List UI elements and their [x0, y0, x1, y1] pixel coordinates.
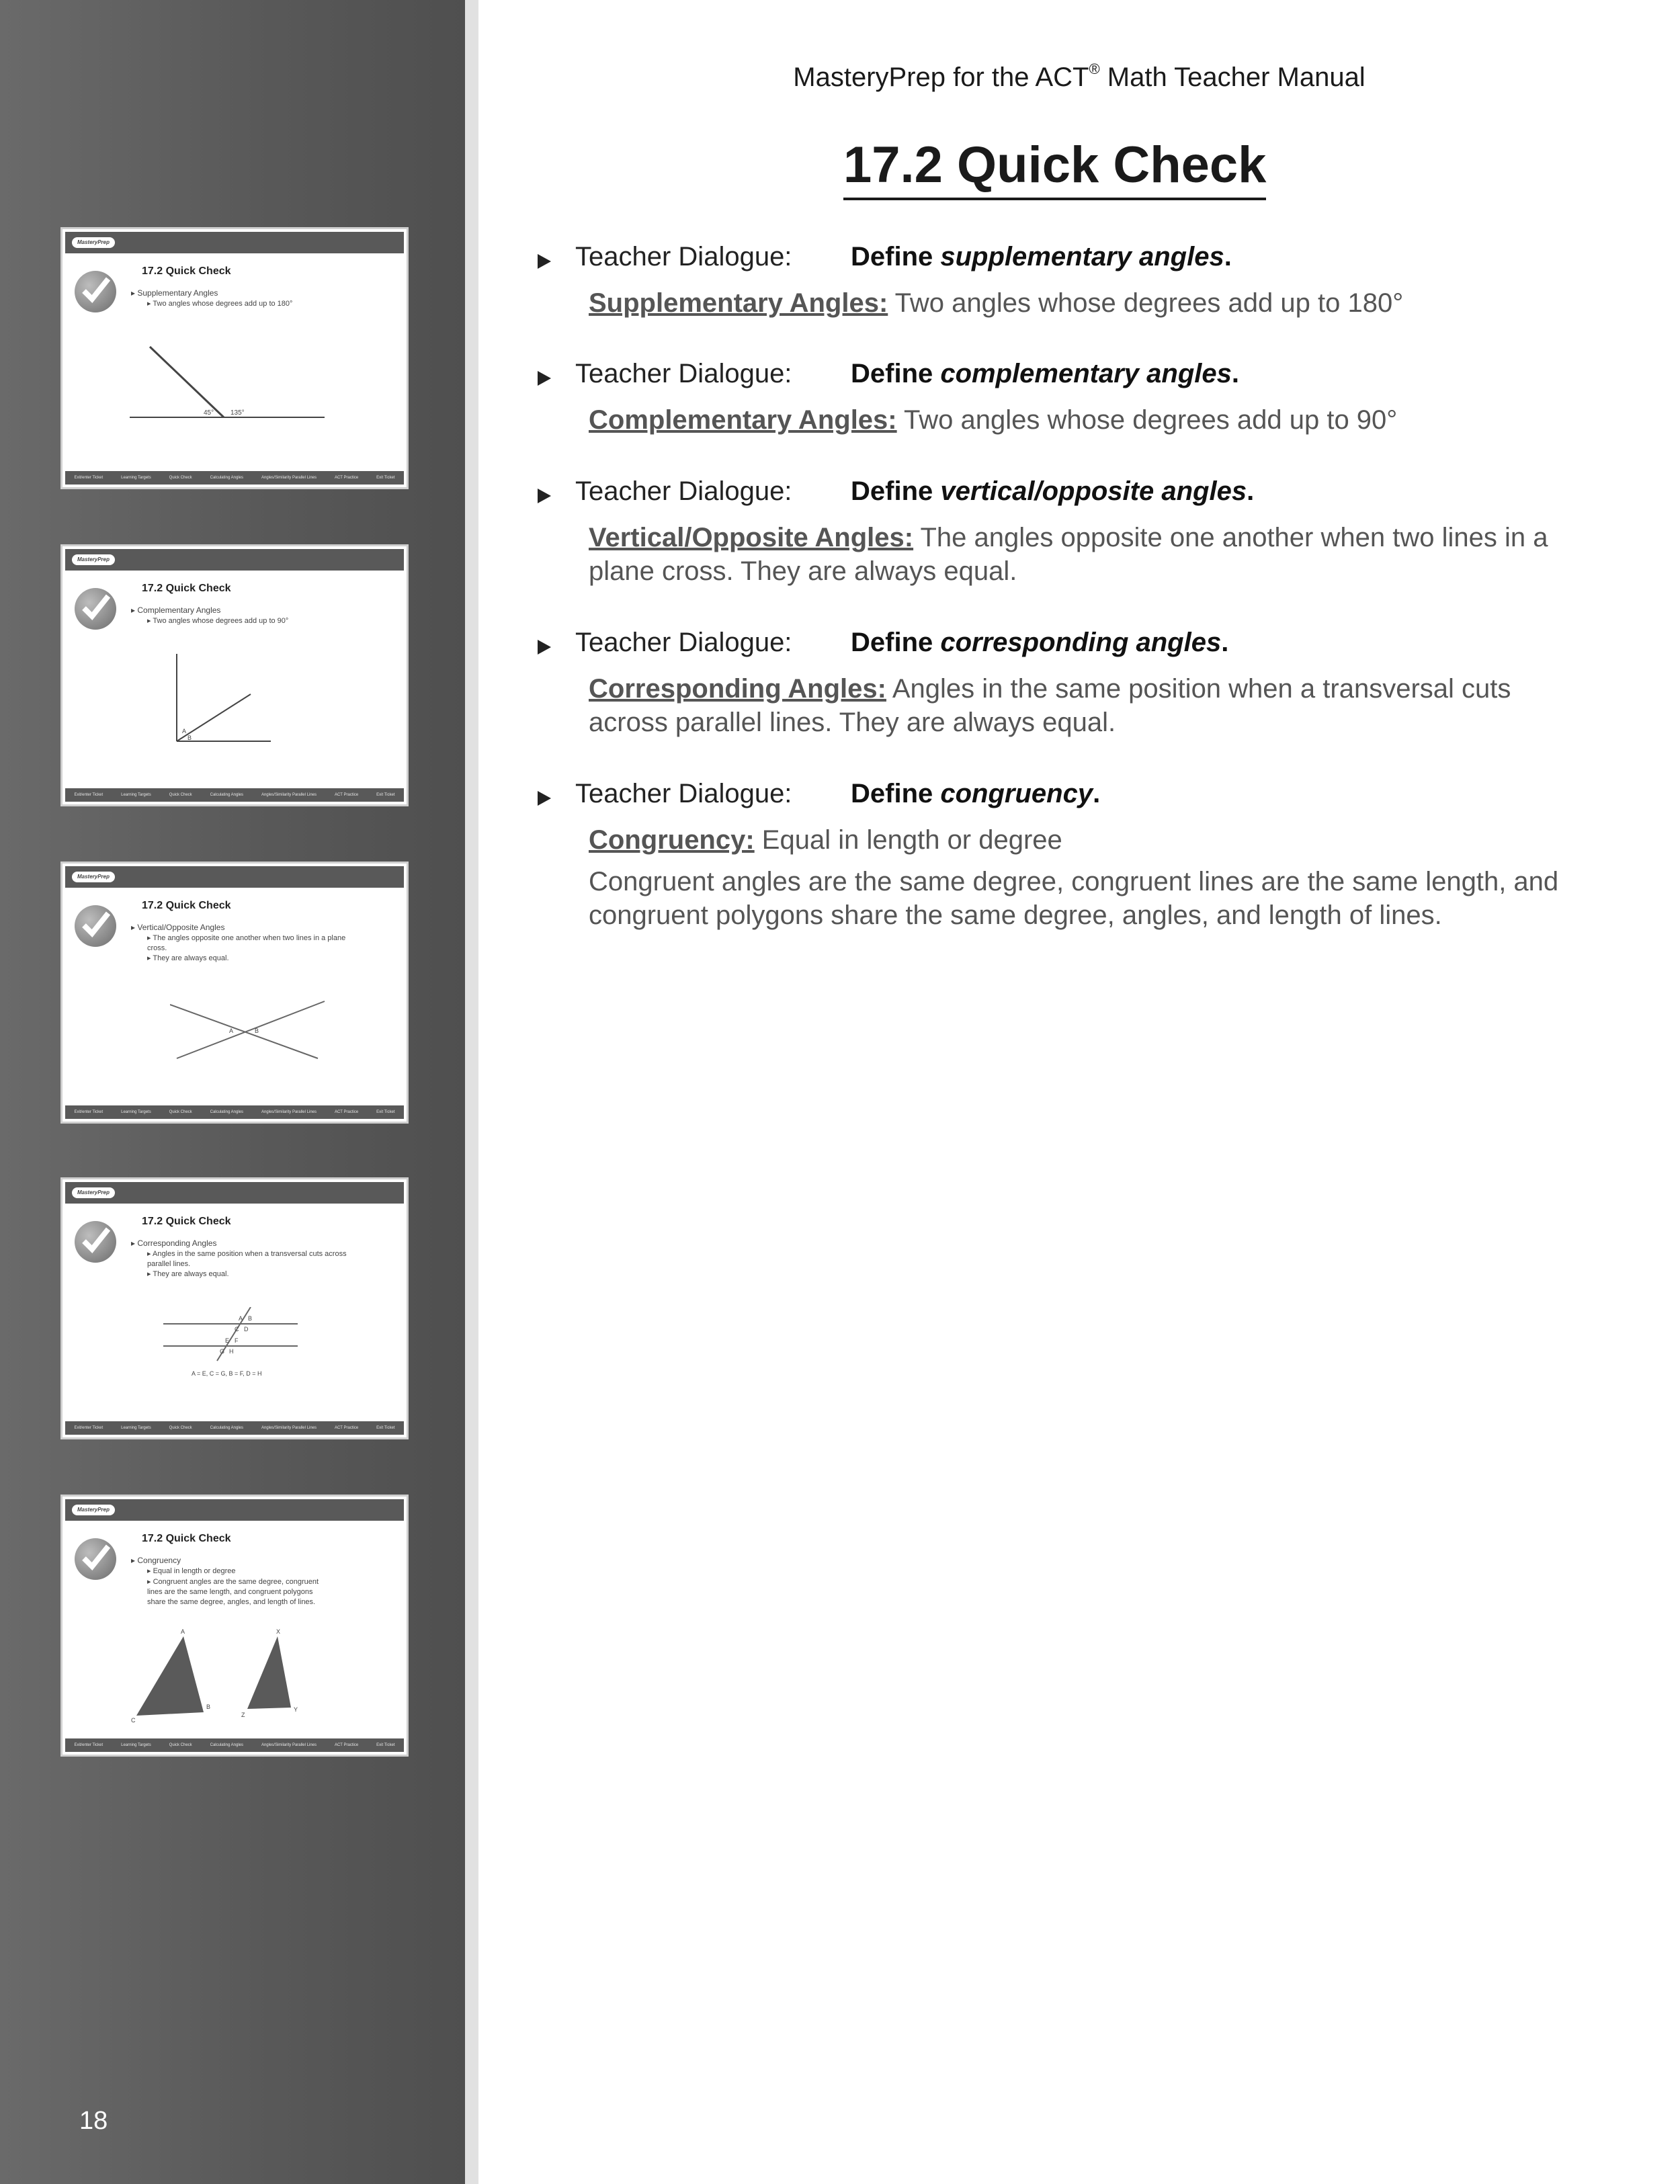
slide-bullet: ▸ Supplementary Angles [131, 288, 218, 298]
slide-title: 17.2 Quick Check [142, 1533, 231, 1544]
slide-topbar [65, 232, 404, 253]
slide-bullet: ▸ Corresponding Angles [131, 1238, 217, 1248]
dialogue-item-supplementary [538, 242, 1586, 320]
page-number: 18 [79, 2107, 108, 2135]
svg-text:G: G [220, 1348, 225, 1355]
slide-subbullet: ▸ The angles opposite one another when two lines in a plane cross. [147, 934, 346, 952]
slide-bullet: ▸ Vertical/Opposite Angles [131, 923, 225, 932]
dialogue-command: Define supplementary angles. [851, 242, 1232, 271]
logo: MasteryPrep [72, 1505, 115, 1515]
svg-text:H: H [229, 1348, 234, 1355]
svg-text:C: C [131, 1717, 136, 1722]
dialogue-command: Define corresponding angles. [851, 628, 1229, 657]
angle-label: B [187, 734, 192, 741]
definition-term: Vertical/Opposite Angles: [589, 523, 914, 552]
svg-text:Z: Z [241, 1712, 245, 1718]
slide-subbullet: ▸ Two angles whose degrees add up to 180° [147, 300, 293, 308]
slide-footer: Exit/enter Ticket Learning Targets Quick Check Calculating Angles Angles/Similarity Parallel Lines ACT Practice Exit Ticket [65, 471, 404, 485]
checkmark-icon [75, 271, 116, 312]
dialogue-label: Teacher Dialogue: [575, 242, 792, 271]
bullet-triangle-icon [538, 640, 551, 655]
dialogue-item-congruency [538, 779, 1586, 932]
svg-text:D: D [244, 1326, 249, 1333]
definition: Congruency: Equal in length or degree [589, 825, 1062, 855]
slide-thumbnail-supplementary [60, 227, 409, 489]
svg-text:B: B [206, 1704, 211, 1710]
dialogue-item-complementary [538, 359, 1586, 437]
manual-header: MasteryPrep for the ACT® Math Teacher Manual [793, 60, 1366, 92]
svg-text:A: A [181, 1628, 185, 1635]
dialogue-command: Define vertical/opposite angles. [851, 476, 1255, 506]
definition: Complementary Angles: Two angles whose degrees add up to 90° [589, 405, 1398, 435]
definition-term: Congruency: [589, 825, 755, 855]
corresponding-angle-figure [163, 1307, 311, 1381]
dialogue-item-corresponding [538, 628, 1586, 739]
dialogue-label: Teacher Dialogue: [575, 779, 792, 808]
slide-topbar [65, 1499, 404, 1521]
bullet-triangle-icon [538, 791, 551, 806]
svg-text:B: B [248, 1315, 253, 1322]
dialogue-item-vertical [538, 476, 1586, 588]
dialogue-label: Teacher Dialogue: [575, 628, 792, 657]
logo: MasteryPrep [72, 237, 115, 248]
slide-subbullet: ▸ Angles in the same position when a transversal cuts across parallel lines. [147, 1250, 347, 1268]
slide-footer: Exit/enter Ticket Learning Targets Quick Check Calculating Angles Angles/Similarity Parallel Lines ACT Practice Exit Ticket [65, 788, 404, 802]
definition: Supplementary Angles: Two angles whose degrees add up to 180° [589, 288, 1404, 318]
slide-title: 17.2 Quick Check [142, 265, 231, 277]
slide-thumbnail-vertical [60, 862, 409, 1124]
slide-subbullet: ▸ Congruent angles are the same degree, congruent lines are the same length, and congruent polygons share the same degree, angles, and length of lines. [147, 1578, 319, 1606]
svg-text:X: X [276, 1628, 281, 1635]
angle-label: A [229, 1027, 234, 1034]
divider-strip [465, 0, 478, 2184]
slide-title: 17.2 Quick Check [142, 583, 231, 594]
slide-topbar [65, 549, 404, 571]
slide-subbullet: ▸ Equal in length or degree [147, 1567, 236, 1575]
dialogue-command: Define congruency. [851, 779, 1101, 808]
svg-text:C: C [235, 1326, 239, 1333]
dialogue-label: Teacher Dialogue: [575, 476, 792, 506]
angle-label: 135° [230, 409, 245, 417]
checkmark-icon [75, 1221, 116, 1263]
bullet-triangle-icon [538, 371, 551, 386]
checkmark-icon [75, 1538, 116, 1580]
slide-bullet: ▸ Congruency [131, 1556, 181, 1565]
definition: Vertical/Opposite Angles: The angles opposite one another when two lines in a plane cross. They are always equal. [589, 523, 1548, 586]
slide-title: 17.2 Quick Check [142, 1216, 231, 1227]
slide-topbar [65, 1182, 404, 1204]
angle-caption: A = E, C = G, B = F, D = H [192, 1370, 262, 1377]
svg-text:E: E [225, 1337, 230, 1344]
slide-footer: Exit/enter Ticket Learning Targets Quick Check Calculating Angles Angles/Similarity Parallel Lines ACT Practice Exit Ticket [65, 1105, 404, 1119]
definition-extra: Congruent angles are the same degree, congruent lines are the same length, and congruent polygons share the same degree, angles, and length of lines. [589, 867, 1559, 930]
svg-text:F: F [235, 1337, 239, 1344]
slide-title: 17.2 Quick Check [142, 900, 231, 911]
slide-bullet: ▸ Complementary Angles [131, 605, 221, 615]
logo: MasteryPrep [72, 872, 115, 882]
slide-footer: Exit/enter Ticket Learning Targets Quick Check Calculating Angles Angles/Similarity Parallel Lines ACT Practice Exit Ticket [65, 1421, 404, 1435]
bullet-triangle-icon [538, 489, 551, 503]
svg-text:A: A [239, 1315, 243, 1322]
svg-text:Y: Y [294, 1706, 298, 1713]
angle-label: A [182, 728, 187, 734]
slide-thumbnail-corresponding [60, 1177, 409, 1439]
angle-label: B [255, 1027, 259, 1034]
supplementary-angle-figure [130, 343, 331, 424]
checkmark-icon [75, 588, 116, 630]
vertical-angle-figure [170, 998, 331, 1065]
definition-term: Complementary Angles: [589, 405, 897, 435]
definition-term: Supplementary Angles: [589, 288, 888, 318]
angle-label: 45° [204, 409, 214, 417]
slide-thumbnail-complementary [60, 544, 409, 806]
complementary-angle-figure [170, 654, 291, 748]
slide-footer: Exit/enter Ticket Learning Targets Quick Check Calculating Angles Angles/Similarity Parallel Lines ACT Practice Exit Ticket [65, 1738, 404, 1752]
logo: MasteryPrep [72, 1187, 115, 1198]
slide-subbullet: ▸ Two angles whose degrees add up to 90° [147, 617, 289, 625]
dialogue-command: Define complementary angles. [851, 359, 1239, 388]
dialogue-label: Teacher Dialogue: [575, 359, 792, 388]
slide-topbar [65, 866, 404, 888]
page-title: 17.2 Quick Check [843, 136, 1266, 200]
bullet-triangle-icon [538, 254, 551, 269]
logo: MasteryPrep [72, 554, 115, 565]
slide-subbullet: ▸ They are always equal. [147, 1270, 229, 1278]
checkmark-icon [75, 905, 116, 947]
slide-thumbnail-congruency [60, 1495, 409, 1757]
congruent-triangles-figure [130, 1628, 331, 1722]
slide-subbullet: ▸ They are always equal. [147, 954, 229, 962]
definition-term: Corresponding Angles: [589, 674, 886, 704]
definition: Corresponding Angles: Angles in the same position when a transversal cuts across parallel lines. They are always equal. [589, 674, 1511, 737]
